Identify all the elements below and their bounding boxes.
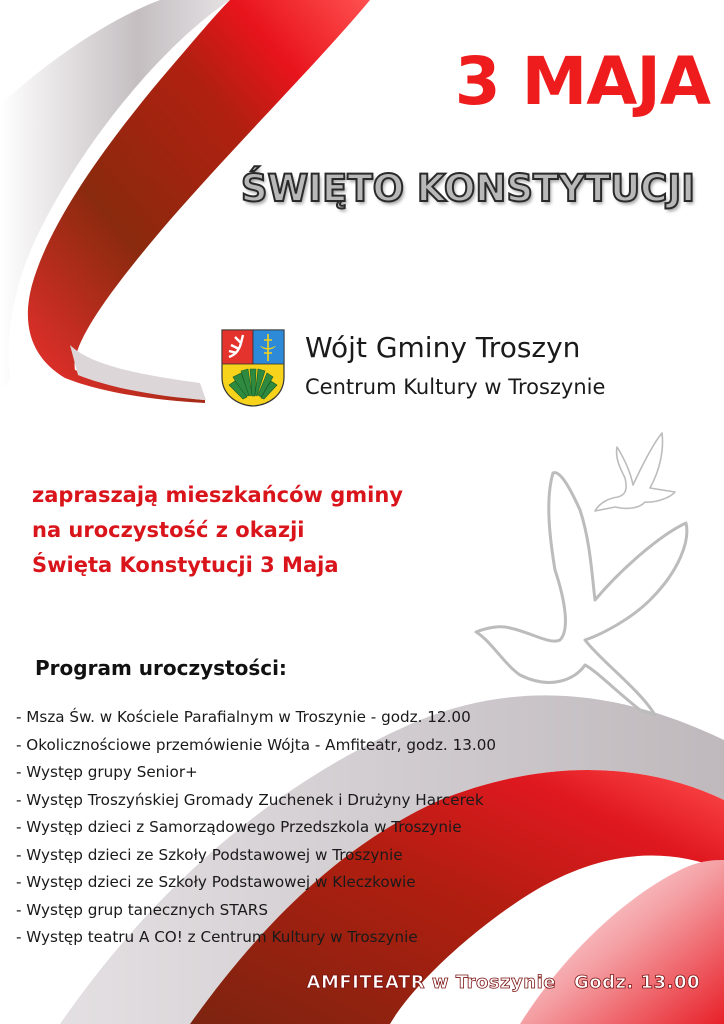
invitation-line-3: Święta Konstytucji 3 Maja: [32, 553, 339, 577]
program-item: - Występ grup tanecznych STARS: [16, 900, 268, 919]
program-item: - Msza Św. w Kościele Parafialnym w Troszynie - godz. 12.00: [16, 708, 471, 726]
invitation-text: [32, 478, 403, 583]
program-item: - Występ Troszyńskiej Gromady Zuchenek i Drużyny Harcerek: [16, 790, 484, 809]
invitation-line-2: na uroczystość z okazji: [32, 518, 305, 542]
program-item: - Występ teatru A CO! z Centrum Kultury w Troszynie: [16, 928, 418, 946]
program-item: - Występ dzieci ze Szkoły Podstawowej w Troszynie: [16, 845, 403, 864]
footer-venue-time: [240, 968, 700, 998]
program-list: [16, 704, 496, 952]
program-item: - Okolicznościowe przemówienie Wójta - Amfiteatr, godz. 13.00: [16, 735, 497, 754]
coat-of-arms-icon: [221, 329, 285, 407]
program-item: - Występ dzieci ze Szkoły Podstawowej w Kleczkowie: [16, 873, 416, 891]
organizer-centrum-kultury: Centrum Kultury w Troszynie: [305, 375, 606, 399]
subtitle-swieto-konstytucji: ŚWIĘTO KONSTYTUCJI: [240, 167, 695, 210]
program-item: - Występ grupy Senior+: [16, 763, 198, 781]
invitation-line-1: zapraszają mieszkańców gminy: [32, 483, 403, 507]
organizer-wojt: Wójt Gminy Troszyn: [305, 331, 581, 364]
program-heading: Program uroczystości:: [35, 656, 287, 680]
program-item: - Występ dzieci z Samorządowego Przedszkola w Troszynie: [16, 818, 462, 836]
title-3-maja: 3 MAJA: [454, 43, 710, 120]
footer-venue: AMFITEATR w Troszynie: [306, 972, 556, 993]
footer-time: Godz. 13.00: [573, 972, 700, 993]
